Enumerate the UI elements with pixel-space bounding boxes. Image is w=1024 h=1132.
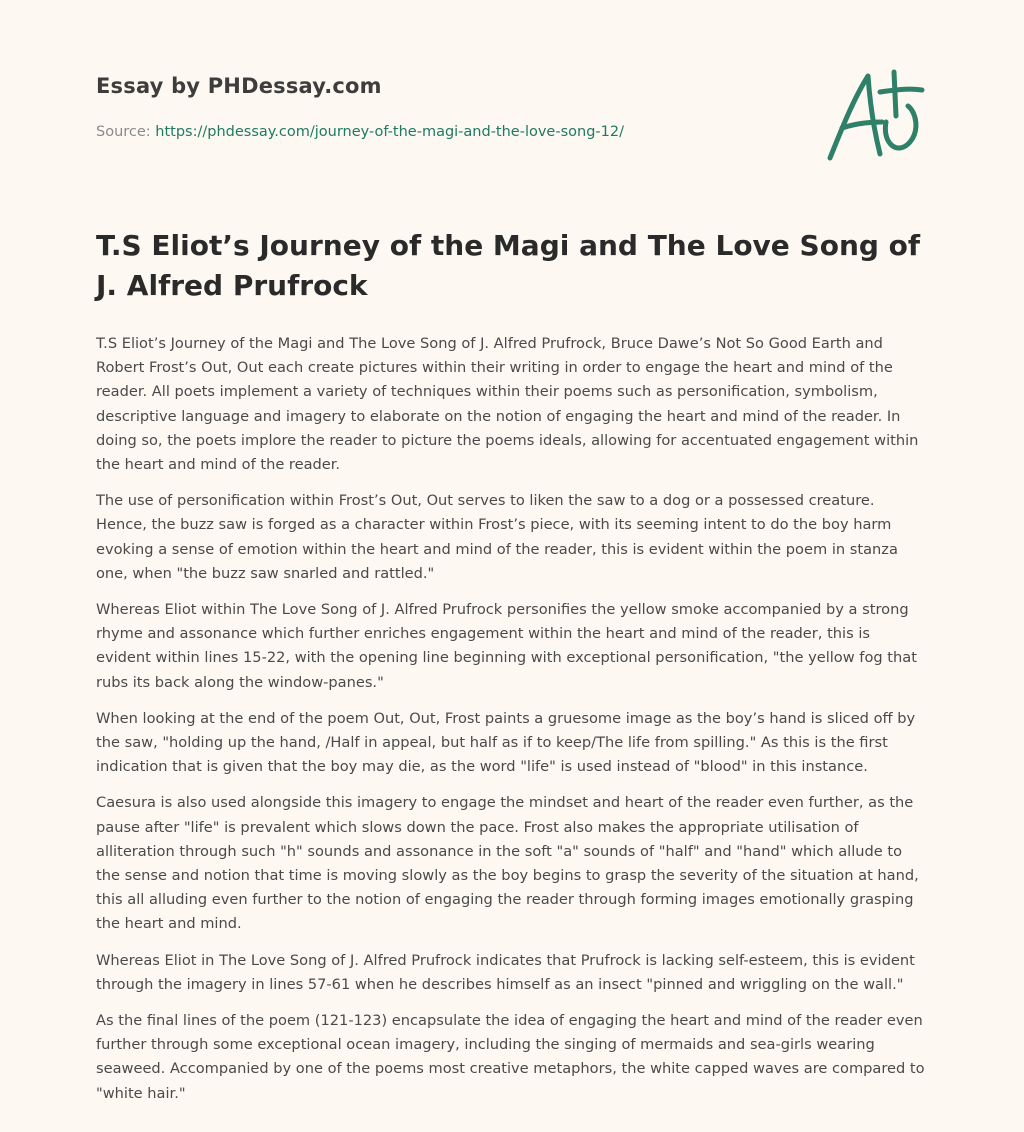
- essay-paragraph: Whereas Eliot within The Love Song of J. Alfred Prufrock personifies the yellow smoke accompanied by a strong rhyme and assonance which further enriches engagement within the heart and mind of the reader, this is evident within lines 15-22, with the opening line beginning with exceptional personification, "the yellow fog that rubs its back along the window-panes.": [96, 601, 917, 691]
- essay-paragraph: As the final lines of the poem (121-123) encapsulate the idea of engaging the heart and mind of the reader even further through some exceptional ocean imagery, including the singing of mermaids and sea-girls wearing seaweed. Accompanied by one of the poems most creative metaphors, the white capped waves are compared to "white hair.": [96, 1012, 925, 1102]
- source-line: [96, 124, 624, 140]
- essay-paragraph: Whereas Eliot in The Love Song of J. Alfred Prufrock indicates that Prufrock is lacking self-esteem, this is evident through the imagery in lines 57-61 when he describes himself as an insect "pinned and wriggling on the wall.": [96, 951, 915, 993]
- essay-content: [96, 226, 926, 1118]
- essay-paragraph: The use of personification within Frost’s Out, Out serves to liken the saw to a dog or a possessed creature. Hence, the buzz saw is forged as a character within Frost’s piece, with its seeming intent to do the boy harm evoking a sense of emotion within the heart and mind of the reader, this is evident within the poem in stanza one, when "the buzz saw snarled and rattled.": [96, 492, 898, 582]
- source-link[interactable]: https://phdessay.com/journey-of-the-magi-and-the-love-song-12/: [155, 124, 624, 140]
- a-plus-logo-icon: [824, 64, 928, 168]
- page-header: [96, 0, 928, 170]
- source-label: Source:: [96, 124, 151, 140]
- essay-title: T.S Eliot’s Journey of the Magi and The Love Song of J. Alfred Prufrock: [96, 229, 921, 302]
- site-title: Essay by PHDessay.com: [96, 74, 382, 98]
- essay-paragraph: T.S Eliot’s Journey of the Magi and The Love Song of J. Alfred Prufrock, Bruce Dawe’s Not So Good Earth and Robert Frost’s Out, Out each create pictures within their writing in order to engage the heart and mind of the reader. All poets implement a variety of techniques within their poems such as personification, symbolism, descriptive language and imagery to elaborate on the notion of engaging the heart and mind of the reader. In doing so, the poets implore the reader to picture the poems ideals, allowing for accentuated engagement within the heart and mind of the reader.: [96, 335, 919, 474]
- essay-paragraph: When looking at the end of the poem Out, Out, Frost paints a gruesome image as the boy’s hand is sliced off by the saw, "holding up the hand, /Half in appeal, but half as if to keep/The life from spilling." As this is the first indication that is given that the boy may die, as the word "life" is used instead of "blood" in this instance.: [96, 709, 916, 776]
- essay-paragraph: Caesura is also used alongside this imagery to engage the mindset and heart of the reader even further, as the pause after "life" is prevalent which slows down the pace. Frost also makes the appropriate utilisation of alliteration through such "h" sounds and assonance in the soft "a" sounds of "half" and "hand" which allude to the sense and notion that time is moving slowly as the boy begins to grasp the severity of the situation at hand, this all alluding even further to the notion of engaging the reader through forming images emotionally grasping the heart and mind.: [96, 794, 919, 933]
